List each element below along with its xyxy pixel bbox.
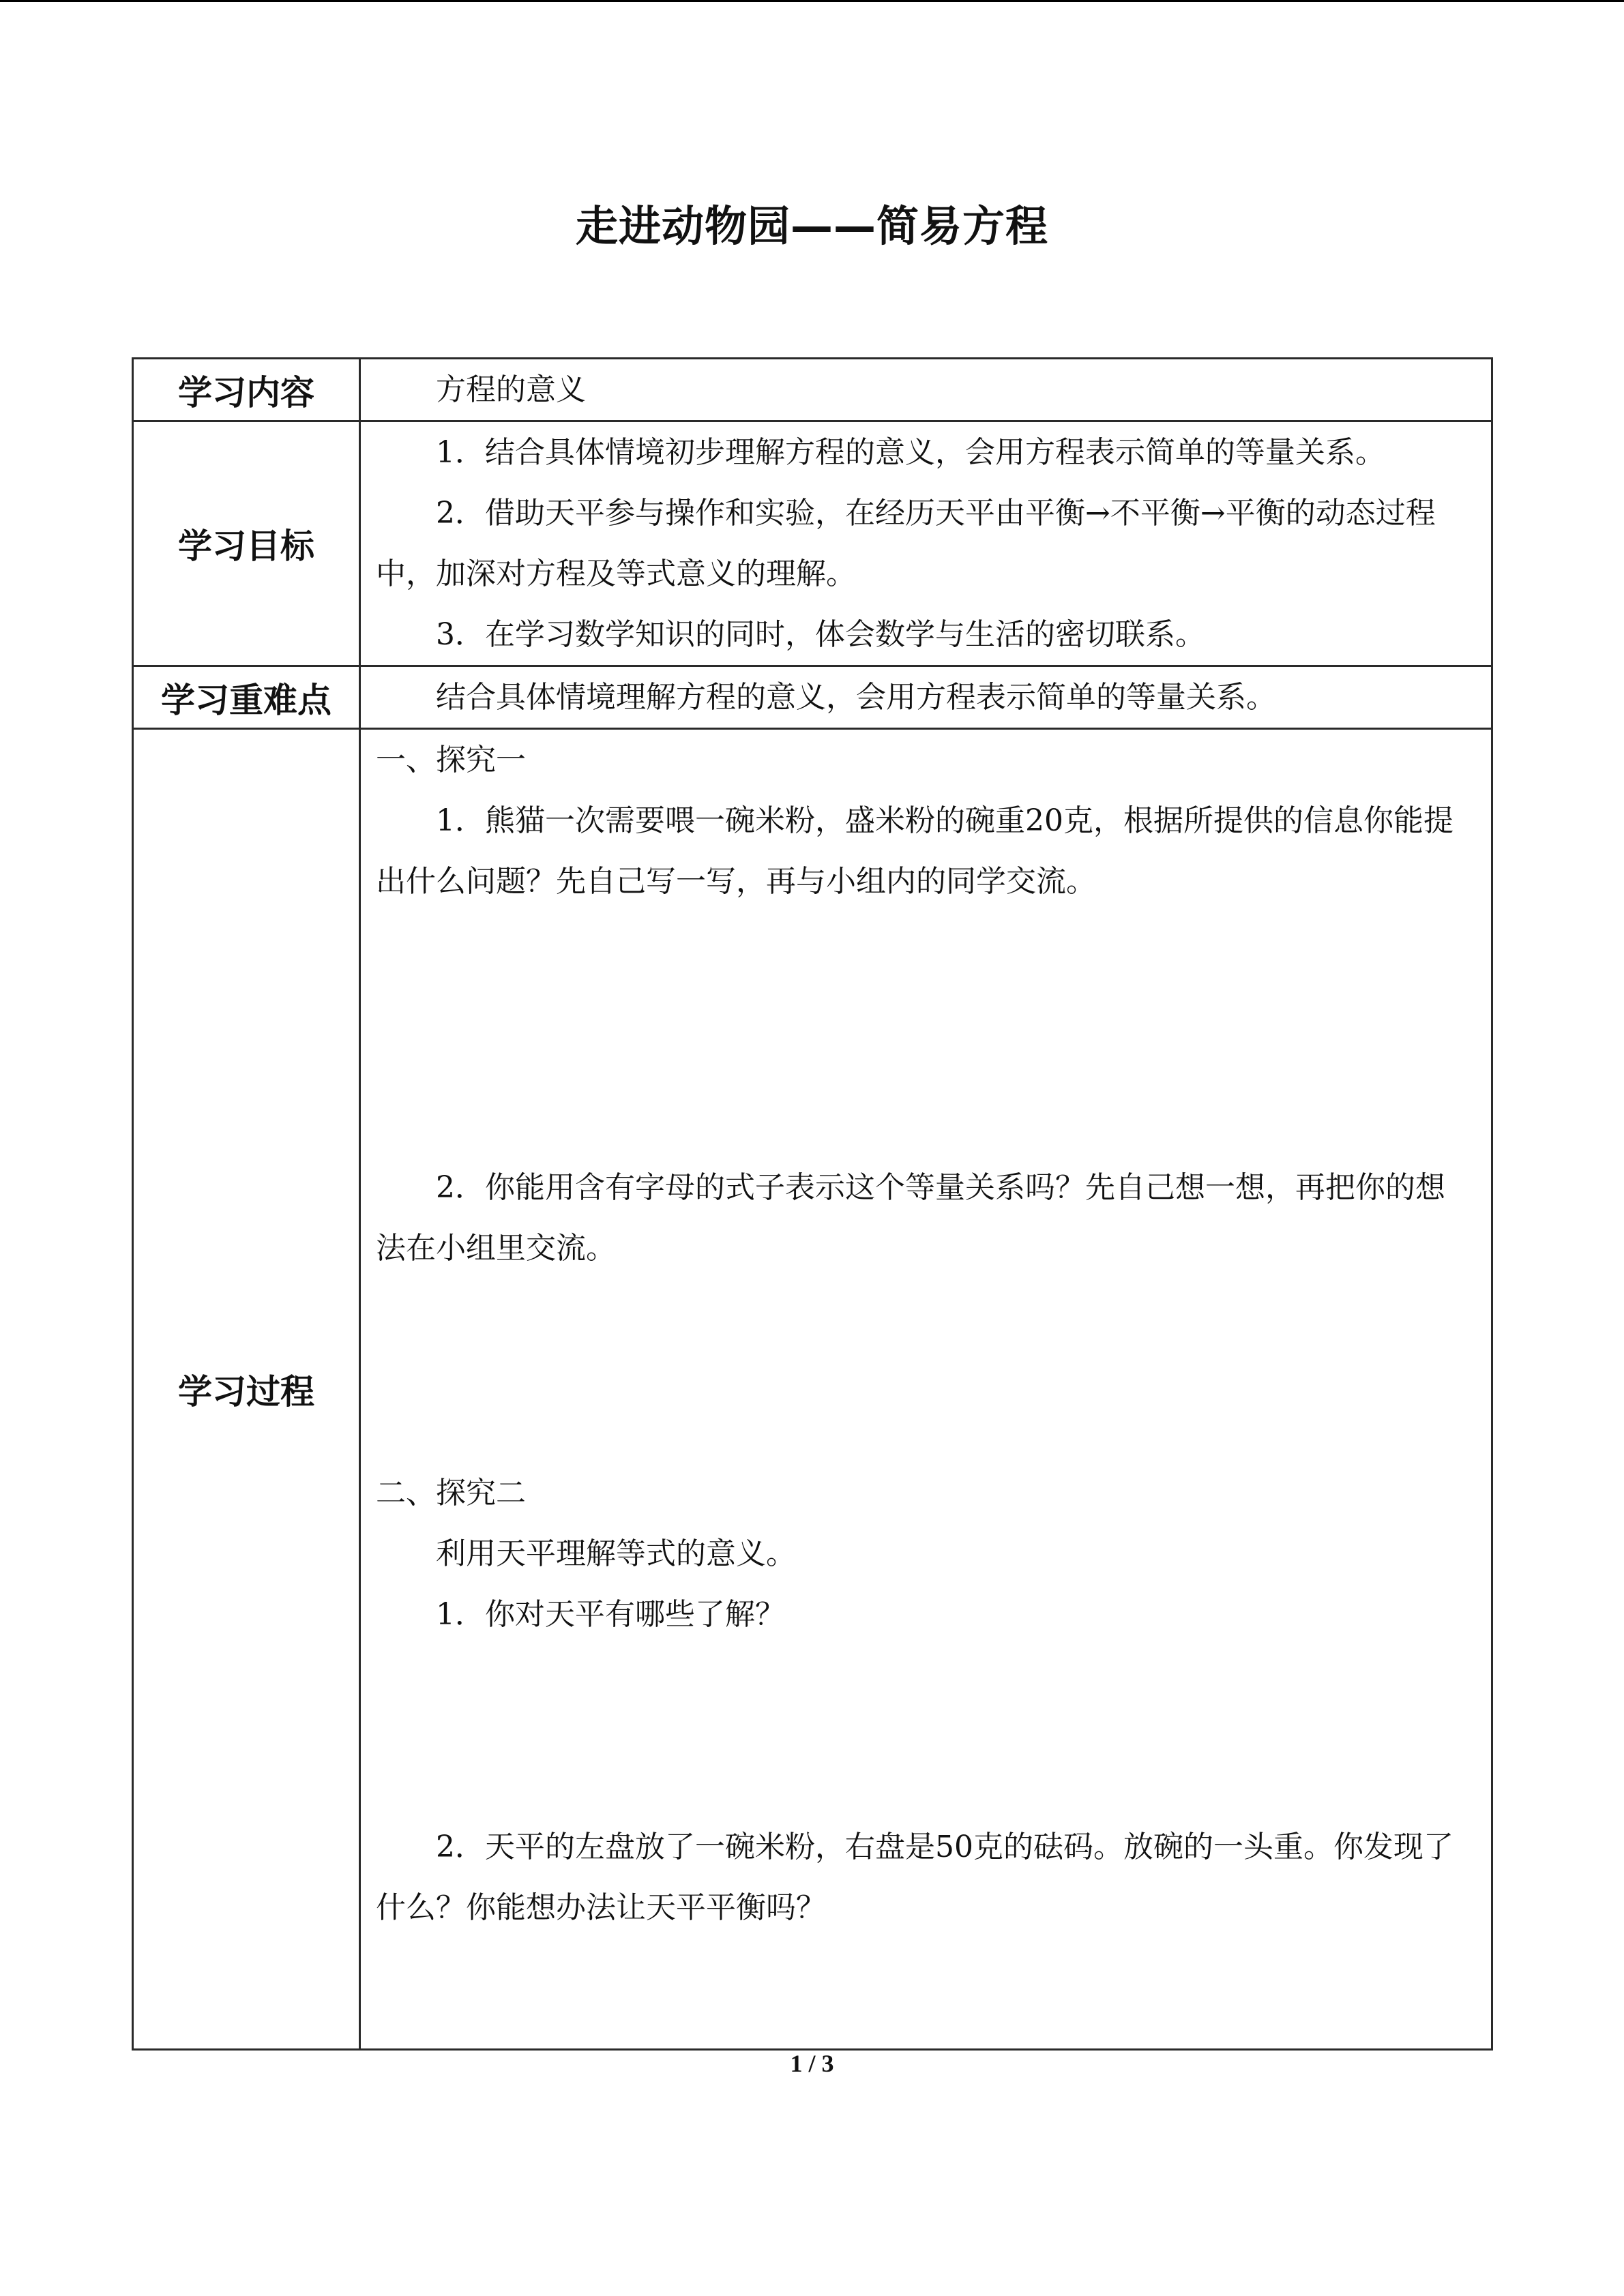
goal-item-1: 1．结合具体情境初步理解方程的意义，会用方程表示简单的等量关系。 (436, 435, 1385, 470)
key-points-text: 结合具体情境理解方程的意义，会用方程表示简单的等量关系。 (436, 680, 1276, 715)
goal-item-3: 3．在学习数学知识的同时，体会数学与生活的密切联系。 (436, 617, 1205, 652)
row-learning-goals (133, 421, 1492, 666)
goal-item-2: 2．借助天平参与操作和实验，在经历天平由平衡→不平衡→平衡的动态过程中，加深对方程及等式意义的理解。 (376, 496, 1436, 591)
section2-question-2: 2．天平的左盘放了一碗米粉，右盘是50克的砝码。放碗的一头重。你发现了什么？你能想办法让天平平衡吗？ (376, 1830, 1453, 1925)
value-learning-content (360, 359, 1492, 421)
value-learning-process (360, 729, 1492, 2050)
section1-question-2: 2．你能用含有字母的式子表示这个等量关系吗？先自己想一想，再把你的想法在小组里交流。 (376, 1170, 1445, 1266)
value-key-points (360, 666, 1492, 729)
row-key-points (133, 666, 1492, 729)
section2-question-1: 1．你对天平有哪些了解？ (436, 1597, 785, 1632)
learning-content-text: 方程的意义 (436, 372, 586, 407)
lesson-plan-table (132, 357, 1493, 2051)
label-learning-process: 学习过程 (133, 729, 360, 2050)
label-learning-content: 学习内容 (133, 359, 360, 421)
label-learning-goals: 学习目标 (133, 421, 360, 666)
answer-space-3[interactable] (376, 1645, 1472, 1817)
row-learning-process (133, 729, 1492, 2050)
section2-intro: 利用天平理解等式的意义。 (436, 1536, 796, 1571)
answer-space-1[interactable] (376, 912, 1472, 1157)
top-border-line (0, 0, 1624, 2)
label-key-points: 学习重难点 (133, 666, 360, 729)
section1-question-1: 1．熊猫一次需要喂一碗米粉，盛米粉的碗重20克，根据所提供的信息你能提出什么问题？先自己写一写，再与小组内的同学交流。 (376, 803, 1453, 899)
section2-heading: 二、探究二 (376, 1476, 526, 1510)
document-title: 走进动物园——简易方程 (575, 201, 1048, 251)
page-number: 1 / 3 (790, 2050, 834, 2077)
value-learning-goals (360, 421, 1492, 666)
answer-space-2[interactable] (376, 1279, 1472, 1463)
section1-heading: 一、探究一 (376, 743, 526, 777)
row-learning-content (133, 359, 1492, 421)
